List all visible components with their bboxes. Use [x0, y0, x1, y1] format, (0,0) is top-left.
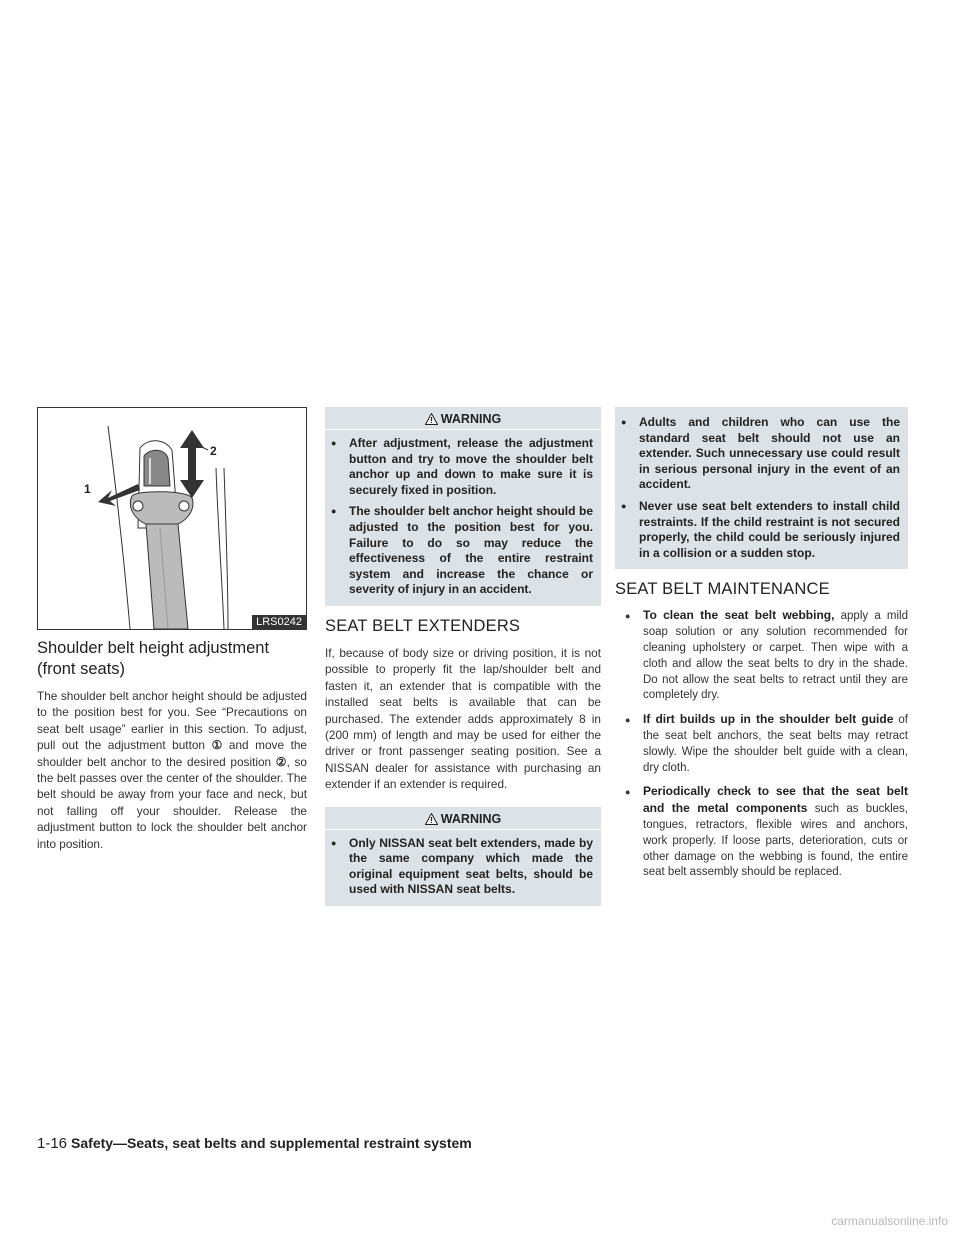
warning2-list [331, 836, 593, 898]
maintenance-item-3-bold: Periodically check to see that the seat belt and the metal components [643, 784, 908, 816]
extenders-body: If, because of body size or driving position, it is not possible to properly fit the lap/shoulder belt and fasten it, an extender that is compatible with the installed seat belts is available that can be purchased. The extender adds approximately 8 in (200 mm) of length and may be used for either the driver or front passenger seating position. See a NISSAN dealer for assistance with purchasing an extender if an extender is required. [325, 645, 601, 792]
warning2-heading: WARNING [440, 811, 502, 826]
warning3-list [621, 415, 900, 561]
shoulder-belt-heading: Shoulder belt height adjustment (front seats) [37, 639, 270, 678]
maintenance-list [615, 608, 908, 881]
warning1-item-2: ● The shoulder belt anchor height should be adjusted to the position best for you. Failure to do so may reduce the effectiveness of the entire restraint system and increase the chance or severity of injury in an accident. [331, 504, 593, 598]
warning1-item-1: ● After adjustment, release the adjustment button and try to move the shoulder belt anchor up and down to make sure it is securely fixed in position. [331, 436, 593, 498]
body-part-1: The shoulder belt anchor height should be adjusted to the position best for you. See “Precautions on seat belt usage” earlier in this section. To adjust, pull out the adjustment button [37, 689, 307, 753]
warning-triangle-icon [425, 413, 438, 425]
warning-header-bar [325, 407, 601, 430]
warning2-item-1: ● Only NISSAN seat belt extenders, made by the same company which made the original equipment seat belts, should be used with NISSAN seat belts. [331, 836, 593, 898]
figure-code: LRS0242 [252, 615, 306, 629]
warning-heading: WARNING [440, 412, 502, 426]
shoulder-belt-body [37, 688, 307, 852]
label-1: 1 [84, 482, 91, 496]
column-left [37, 407, 307, 852]
warning3-item-2: ● Never use seat belt extenders to install child restraints. If the child restraint is not secured properly, the child could be seriously injured in a collision or a sudden stop. [621, 499, 900, 561]
page-footer [37, 1135, 472, 1152]
extenders-heading: SEAT BELT EXTENDERS [325, 616, 521, 635]
warning-box-1 [325, 407, 601, 606]
maintenance-item-3 [625, 784, 908, 881]
warning2-header-bar [325, 807, 601, 830]
warning-box-3 [615, 407, 908, 569]
maintenance-item-1 [625, 608, 908, 704]
body-part-3: , so the belt passes over the center of the shoulder. The belt should be away from your face and neck, but not falling off your shoulder. Release the adjustment button to lock the shoulder belt anchor into position. [37, 754, 307, 851]
column-middle [325, 407, 601, 906]
column-right [615, 407, 908, 881]
maintenance-heading: SEAT BELT MAINTENANCE [615, 580, 830, 599]
maintenance-item-1-text: apply a mild soap solution or any solution recommended for cleaning upholstery or carpet. Then wipe with a cloth and allow the seat belts to dry in the shade. Do not allow the seat belts to retract until they are completely dry. [643, 610, 908, 702]
maintenance-item-2-bold: If dirt builds up in the shoulder belt guide [643, 712, 894, 727]
maintenance-item-2-text: of the seat belt anchors, the seat belts may retract slowly. Wipe the shoulder belt guide with a clean, dry cloth. [643, 714, 908, 774]
belt-anchor-drawing [38, 408, 306, 629]
body-part-2: and move the shoulder belt anchor to the desired position [37, 738, 307, 769]
warning1-list [331, 436, 593, 598]
chapter-title: Safety—Seats, seat belts and supplemental restraint system [71, 1135, 472, 1151]
label-2: 2 [210, 444, 217, 458]
warning3-item-1: ● Adults and children who can use the standard seat belt should not use an extender. Such unnecessary use could result in serious personal injury in the event of an accident. [621, 415, 900, 493]
watermark: carmanualsonline.info [831, 1214, 948, 1228]
maintenance-item-2 [625, 712, 908, 776]
warning-box-2 [325, 807, 601, 906]
maintenance-item-3-text: such as buckles, tongues, retractors, flexible wires and anchors, work properly. If loose parts, deterioration, cuts or other damage on the webbing is found, the entire seat belt assembly should be replaced. [643, 803, 908, 879]
page-number: 1-16 [37, 1135, 68, 1152]
maintenance-item-1-bold: To clean the seat belt webbing, [643, 608, 835, 623]
warning-header [325, 409, 601, 429]
shoulder-belt-illustration [37, 407, 307, 630]
circled-1-icon: ① [211, 738, 223, 753]
circled-2-icon: ② [275, 754, 287, 769]
warning2-header [325, 809, 601, 829]
warning-triangle-icon [425, 813, 438, 825]
